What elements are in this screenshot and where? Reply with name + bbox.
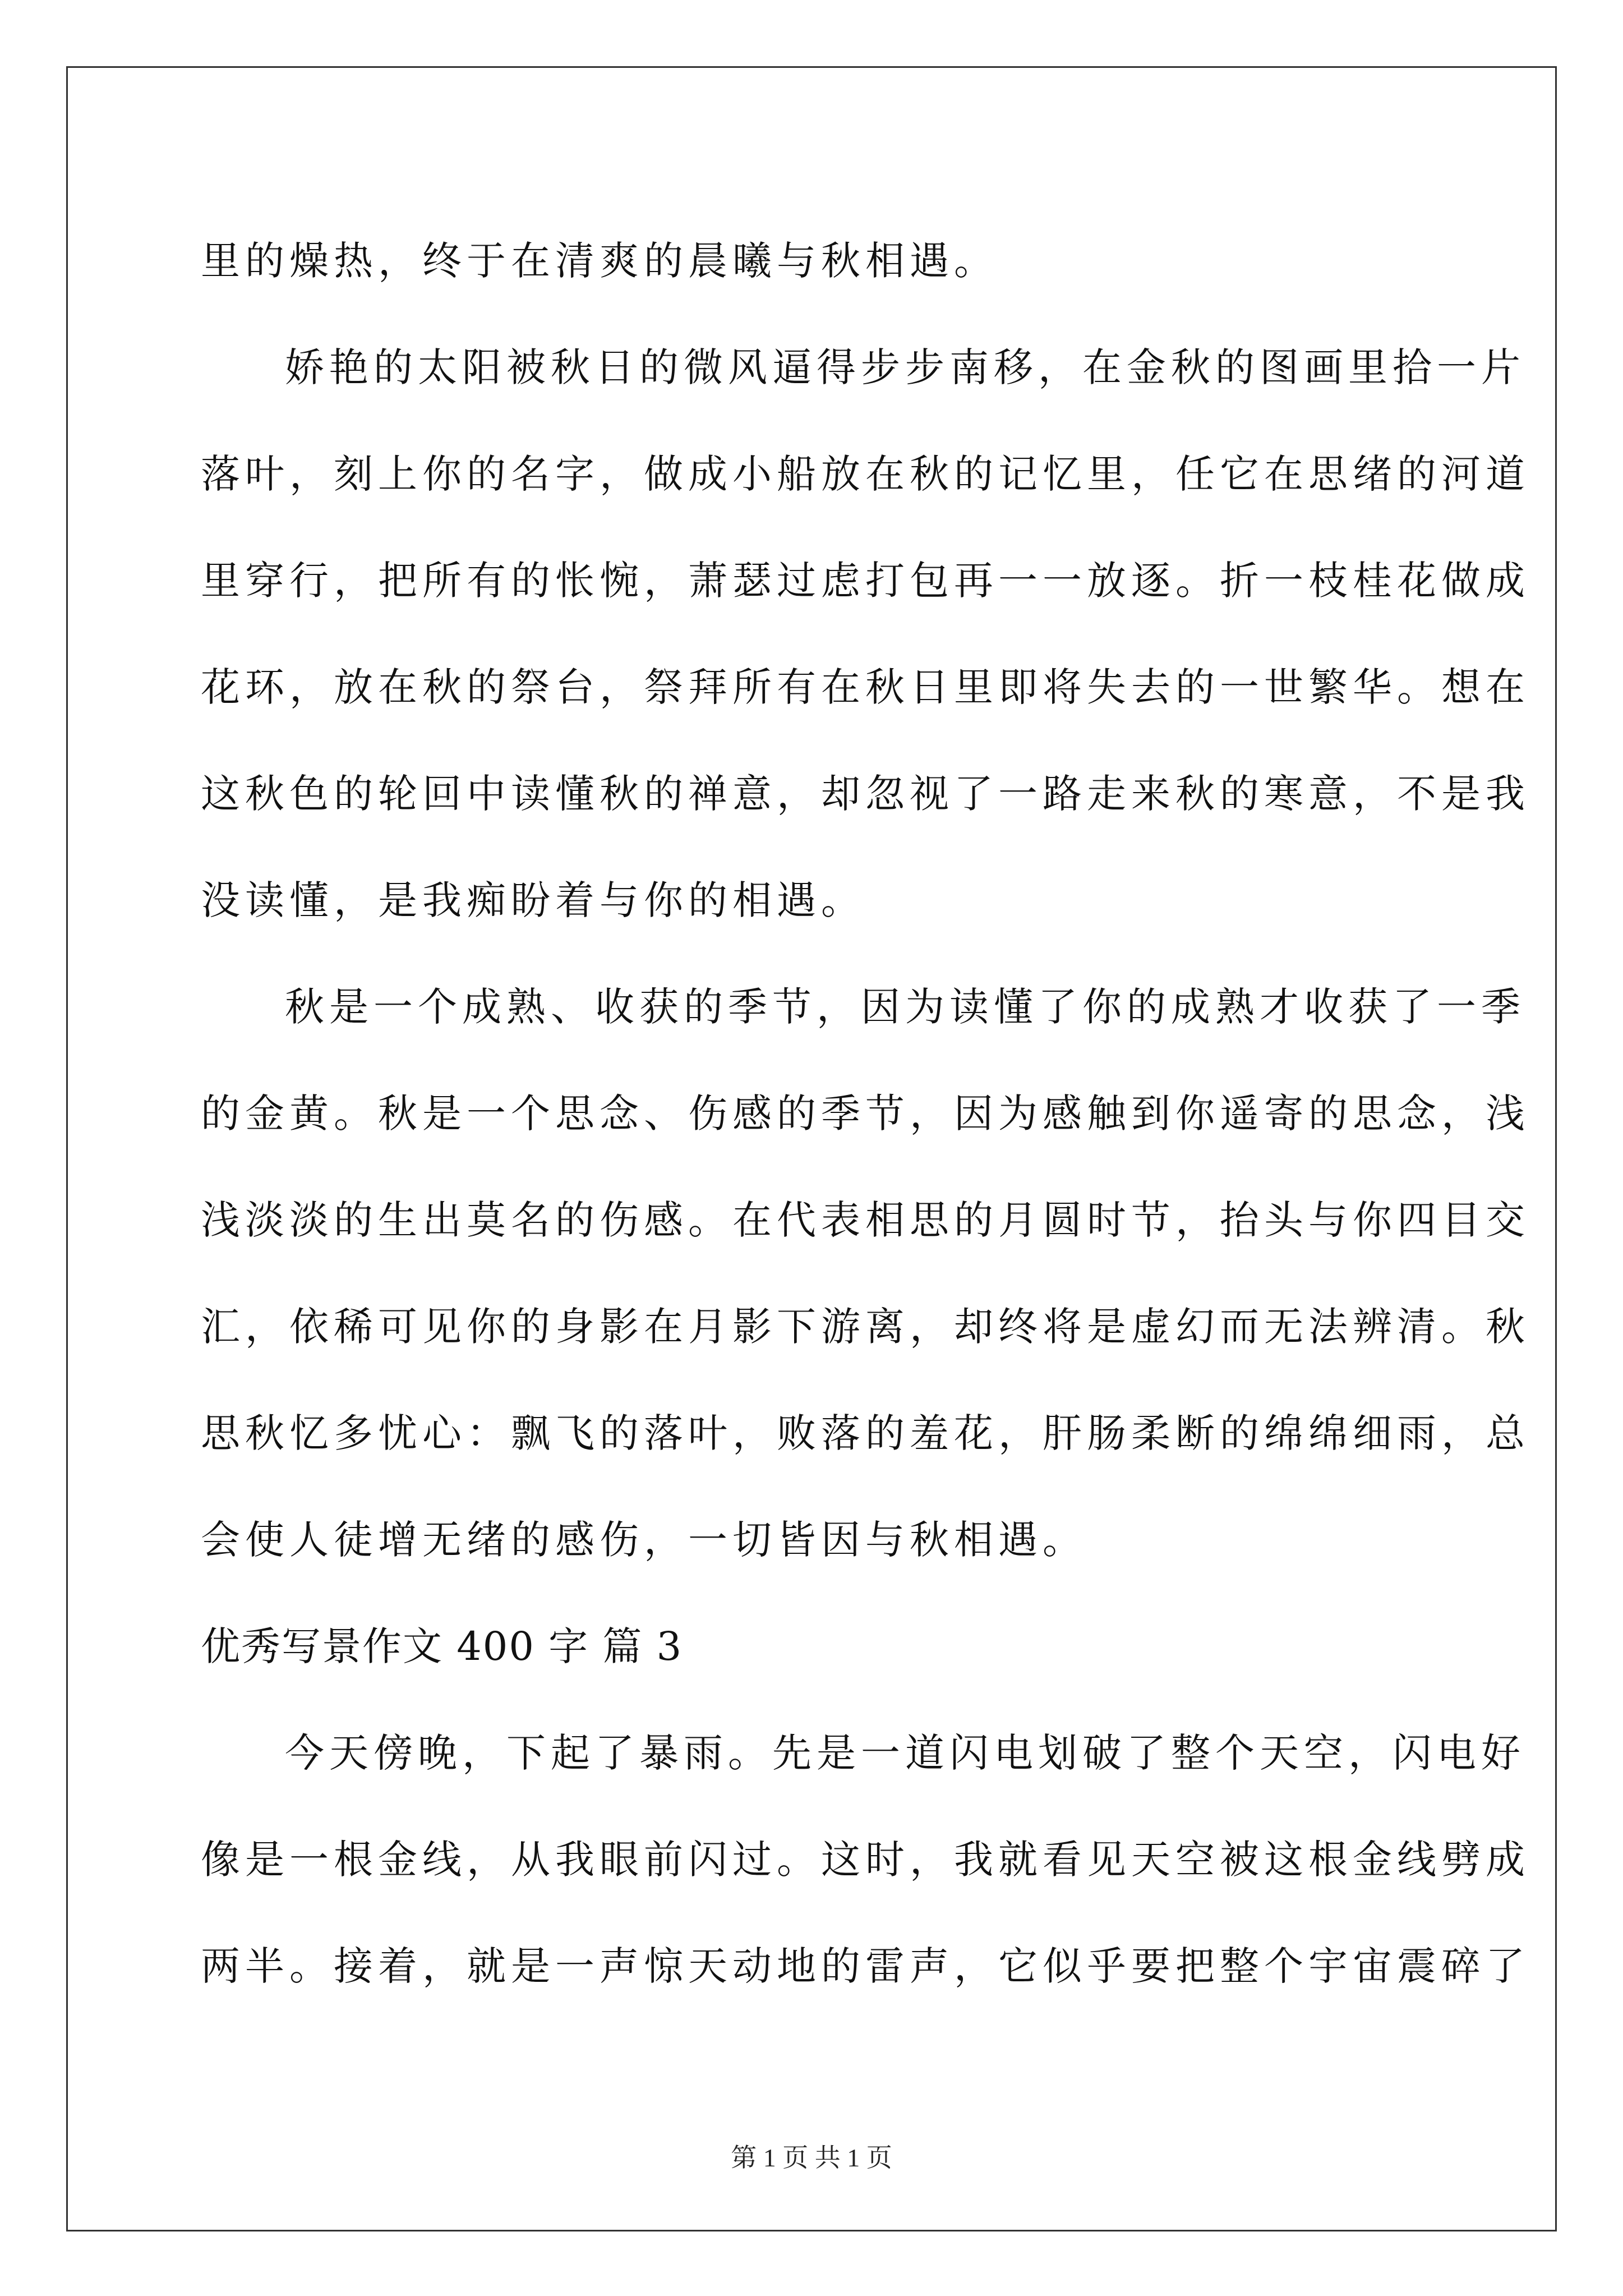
- text-line: 像是一根金线，从我眼前闪过。这时，我就看见天空被这根金线劈成: [201, 1837, 1530, 1883]
- text-line: 里穿行，把所有的怅惋，萧瑟过虑打包再一一放逐。折一枝桂花做成: [201, 558, 1530, 604]
- page-footer: 第 1 页 共 1 页: [731, 2143, 892, 2172]
- paragraph-start-line: 秋是一个成熟、收获的季节，因为读懂了你的成熟才收获了一季: [285, 984, 1525, 1030]
- paragraph-start-line: 今天傍晚，下起了暴雨。先是一道闪电划破了整个天空，闪电好: [285, 1730, 1525, 1776]
- text-line: 花环，放在秋的祭台，祭拜所有在秋日里即将失去的一世繁华。想在: [201, 664, 1530, 710]
- text-line: 里的燥热，终于在清爽的晨曦与秋相遇。: [201, 238, 998, 284]
- section-heading: 优秀写景作文 400 字 篇 3: [201, 1623, 683, 1669]
- text-line: 这秋色的轮回中读懂秋的禅意，却忽视了一路走来秋的寒意，不是我: [201, 771, 1530, 817]
- text-line: 两半。接着，就是一声惊天动地的雷声，它似乎要把整个宇宙震碎了: [201, 1943, 1530, 1989]
- text-line: 的金黄。秋是一个思念、伤感的季节，因为感触到你遥寄的思念，浅: [201, 1091, 1530, 1137]
- text-line: 没读懂，是我痴盼着与你的相遇。: [201, 877, 865, 923]
- text-line: 思秋忆多忧心：飘飞的落叶，败落的羞花，肝肠柔断的绵绵细雨，总: [201, 1410, 1530, 1456]
- text-line: 落叶，刻上你的名字，做成小船放在秋的记忆里，任它在思绪的河道: [201, 451, 1530, 497]
- text-line: 汇，依稀可见你的身影在月影下游离，却终将是虚幻而无法辨清。秋: [201, 1304, 1530, 1350]
- document-body: [201, 208, 1530, 2019]
- text-line: 会使人徒增无绪的感伤，一切皆因与秋相遇。: [201, 1517, 1087, 1563]
- paragraph-start-line: 娇艳的太阳被秋日的微风逼得步步南移，在金秋的图画里拾一片: [285, 344, 1525, 390]
- text-line: 浅淡淡的生出莫名的伤感。在代表相思的月圆时节，抬头与你四目交: [201, 1197, 1530, 1243]
